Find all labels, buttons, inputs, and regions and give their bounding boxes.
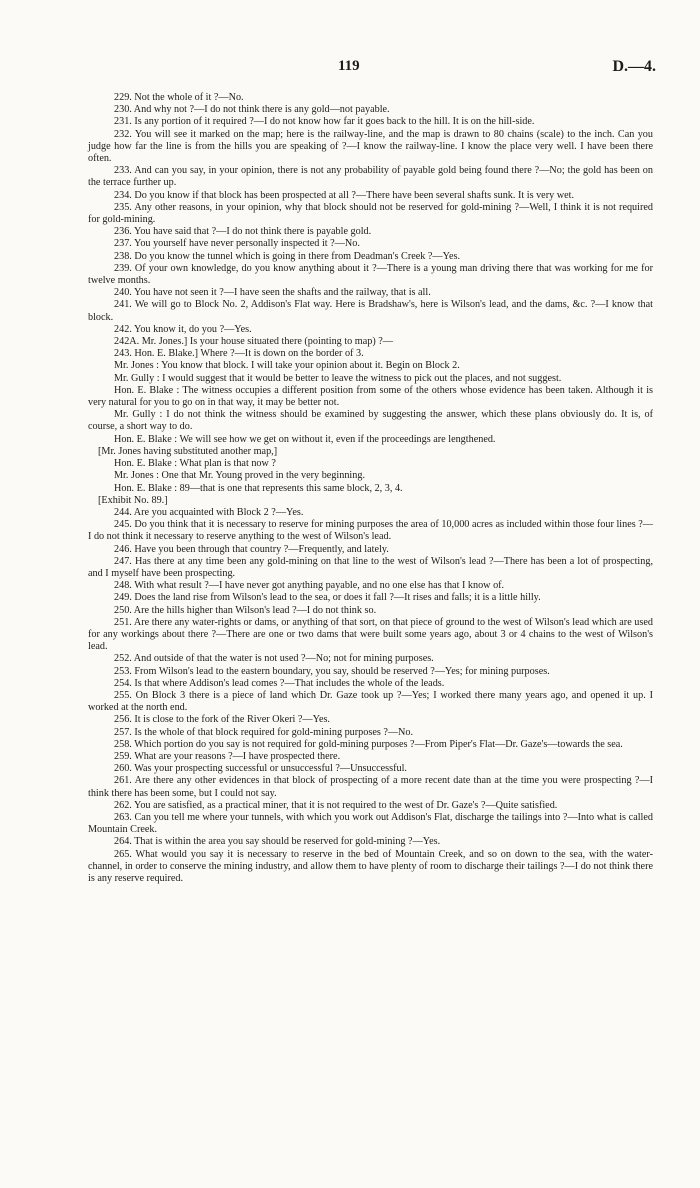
transcript-paragraph: Mr. Jones : You know that block. I will take your opinion about it. Begin on Block 2. <box>114 360 460 372</box>
transcript-paragraph: Hon. E. Blake : The witness occupies a different position from some of the others whose evidence has been taken. Although it is very natural for you to go on in that way, it may be better not. <box>88 384 653 409</box>
transcript-paragraph: 264. That is within the area you say should be reserved for gold-mining ?—Yes. <box>114 836 441 848</box>
transcript-paragraph: 261. Are there any other evidences in that block of prospecting of a more recent date than at the time you were prospecting ?—I think there has been some, but I could not say. <box>88 775 653 799</box>
document-reference: D.—4. <box>612 58 656 75</box>
transcript-paragraph: Hon. E. Blake : What plan is that now ? <box>114 458 276 470</box>
transcript-paragraph: 251. Are there any water-rights or dams, or anything of that sort, on that piece of ground to the west of Wilson's lead which are used for any workings about there ?—There are one or two dams that were built some years ago, about 3 or 4 chains to the west of Wilson's lead. <box>88 616 653 653</box>
transcript-paragraph: 243. Hon. E. Blake.] Where ?—It is down on the border of 3. <box>114 348 364 360</box>
transcript-paragraph: 265. What would you say it is necessary to reserve in the bed of Mountain Creek, and so on down to the sea, with the water-channel, in order to conserve the mining industry, and allow them to have plenty of room to discharge their tailings ?—I do not think there is any reserve required. <box>88 848 653 884</box>
transcript-paragraph: 249. Does the land rise from Wilson's lead to the sea, or does it fall ?—It rises and falls; it is a little hilly. <box>114 592 541 604</box>
transcript-paragraph: 259. What are your reasons ?—I have prospected there. <box>114 750 341 762</box>
transcript-paragraph: 247. Has there at any time been any gold-mining on that line to the west of Wilson's lead ?—There has been a lot of prospecting, and I myself have been prospecting. <box>88 555 653 579</box>
transcript-paragraph: Mr. Jones : One that Mr. Young proved in the very beginning. <box>114 470 365 482</box>
transcript-paragraph: Hon. E. Blake : We will see how we get on without it, even if the proceedings are lengthened. <box>114 433 496 445</box>
transcript-paragraph: 256. It is close to the fork of the River Okeri ?—Yes. <box>114 714 330 726</box>
transcript-paragraph: 237. You yourself have never personally inspected it ?—No. <box>114 238 360 250</box>
transcript-paragraph: 232. You will see it marked on the map; here is the railway-line, and the map is drawn to 80 chains (scale) to the inch. Can you judge how far the line is from the hills you are speaking of ?—I know the railway-line. I know the place very well. I have been there often. <box>88 128 653 165</box>
transcript-paragraph: 248. With what result ?—I have never got anything payable, and no one else has that I know of. <box>114 580 505 592</box>
transcript-paragraph: Mr. Gully : I would suggest that it would be better to leave the witness to pick out the places, and not suggest. <box>114 372 562 384</box>
transcript-paragraph: 241. We will go to Block No. 2, Addison's Flat way. Here is Bradshaw's, here is Wilson's lead, and the dams, &c. ?—I know that block. <box>88 299 653 323</box>
transcript-paragraph: 253. From Wilson's lead to the eastern boundary, you say, should be reserved ?—Yes; for mining purposes. <box>114 665 550 677</box>
transcript-paragraph: 230. And why not ?—I do not think there is any gold—not payable. <box>114 104 390 116</box>
transcript-paragraph: 263. Can you tell me where your tunnels, with which you work out Addison's Flat, discharge the tailings into ?—Into what is called Mountain Creek. <box>88 811 653 836</box>
transcript-paragraph: 250. Are the hills higher than Wilson's lead ?—I do not think so. <box>114 604 377 616</box>
transcript-paragraph: Hon. E. Blake : 89—that is one that represents this same block, 2, 3, 4. <box>114 482 403 494</box>
transcript-paragraph: 242A. Mr. Jones.] Is your house situated there (pointing to map) ?— <box>114 336 393 348</box>
transcript-paragraph: 238. Do you know the tunnel which is going in there from Deadman's Creek ?—Yes. <box>114 250 460 262</box>
transcript-paragraph: [Mr. Jones having substituted another map,] <box>98 445 278 457</box>
transcript-paragraph: 229. Not the whole of it ?—No. <box>114 92 244 103</box>
transcript-paragraph: 235. Any other reasons, in your opinion, why that block should not be reserved for gold-mining ?—Well, I think it is not required for gold-mining. <box>88 201 653 226</box>
page-header <box>0 58 700 82</box>
transcript-paragraph: 236. You have said that ?—I do not think there is payable gold. <box>114 226 372 238</box>
page-number: 119 <box>338 58 360 74</box>
transcript-paragraph: 244. Are you acquainted with Block 2 ?—Yes. <box>114 506 304 518</box>
transcript-paragraph: 260. Was your prospecting successful or unsuccessful ?—Unsuccessful. <box>114 763 407 775</box>
transcript-paragraph: 240. You have not seen it ?—I have seen the shafts and the railway, that is all. <box>114 287 431 299</box>
transcript-paragraph: 257. Is the whole of that block required for gold-mining purposes ?—No. <box>114 726 414 738</box>
transcript-paragraph: Mr. Gully : I do not think the witness should be examined by suggesting the answer, which these plans obviously do. It is, of course, a short way to do. <box>88 409 653 433</box>
transcript-paragraph: 233. And can you say, in your opinion, there is not any probability of payable gold being found there ?—No; the gold has been on the terrace further up. <box>88 165 653 189</box>
transcript-paragraph: 255. On Block 3 there is a piece of land which Dr. Gaze took up ?—Yes; I worked there many years ago, and opened it up. I worked at the north end. <box>88 689 653 714</box>
transcript-paragraph: 239. Of your own knowledge, do you know anything about it ?—There is a young man driving there that was working for me for twelve months. <box>88 262 653 287</box>
transcript-paragraph: [Exhibit No. 89.] <box>98 494 168 506</box>
transcript-paragraph: 246. Have you been through that country ?—Frequently, and lately. <box>114 543 389 555</box>
transcript-paragraph: 234. Do you know if that block has been prospected at all ?—There have been several shafts sunk. It is very wet. <box>114 189 574 201</box>
transcript-paragraph: 242. You know it, do you ?—Yes. <box>114 323 252 335</box>
transcript-paragraph: 252. And outside of that the water is not used ?—No; not for mining purposes. <box>114 653 434 665</box>
transcript-paragraph: 245. Do you think that it is necessary to reserve for mining purposes the area of 10,000 acres as included within those four lines ?—I do not think it necessary to reserve anything to the west of Wilson's lead. <box>88 519 653 543</box>
transcript-paragraph: 231. Is any portion of it required ?—I do not know how far it goes back to the hill. It is on the hill-side. <box>114 116 535 128</box>
transcript-paragraph: 262. You are satisfied, as a practical miner, that it is not required to the west of Dr. Gaze's ?—Quite satisfied. <box>114 799 558 811</box>
transcript-paragraph: 258. Which portion do you say is not required for gold-mining purposes ?—From Piper's Flat—Dr. Gaze's—towards the sea. <box>114 738 623 750</box>
evidence-transcript <box>88 92 653 885</box>
transcript-paragraph: 254. Is that where Addison's lead comes ?—That includes the whole of the leads. <box>114 677 445 689</box>
